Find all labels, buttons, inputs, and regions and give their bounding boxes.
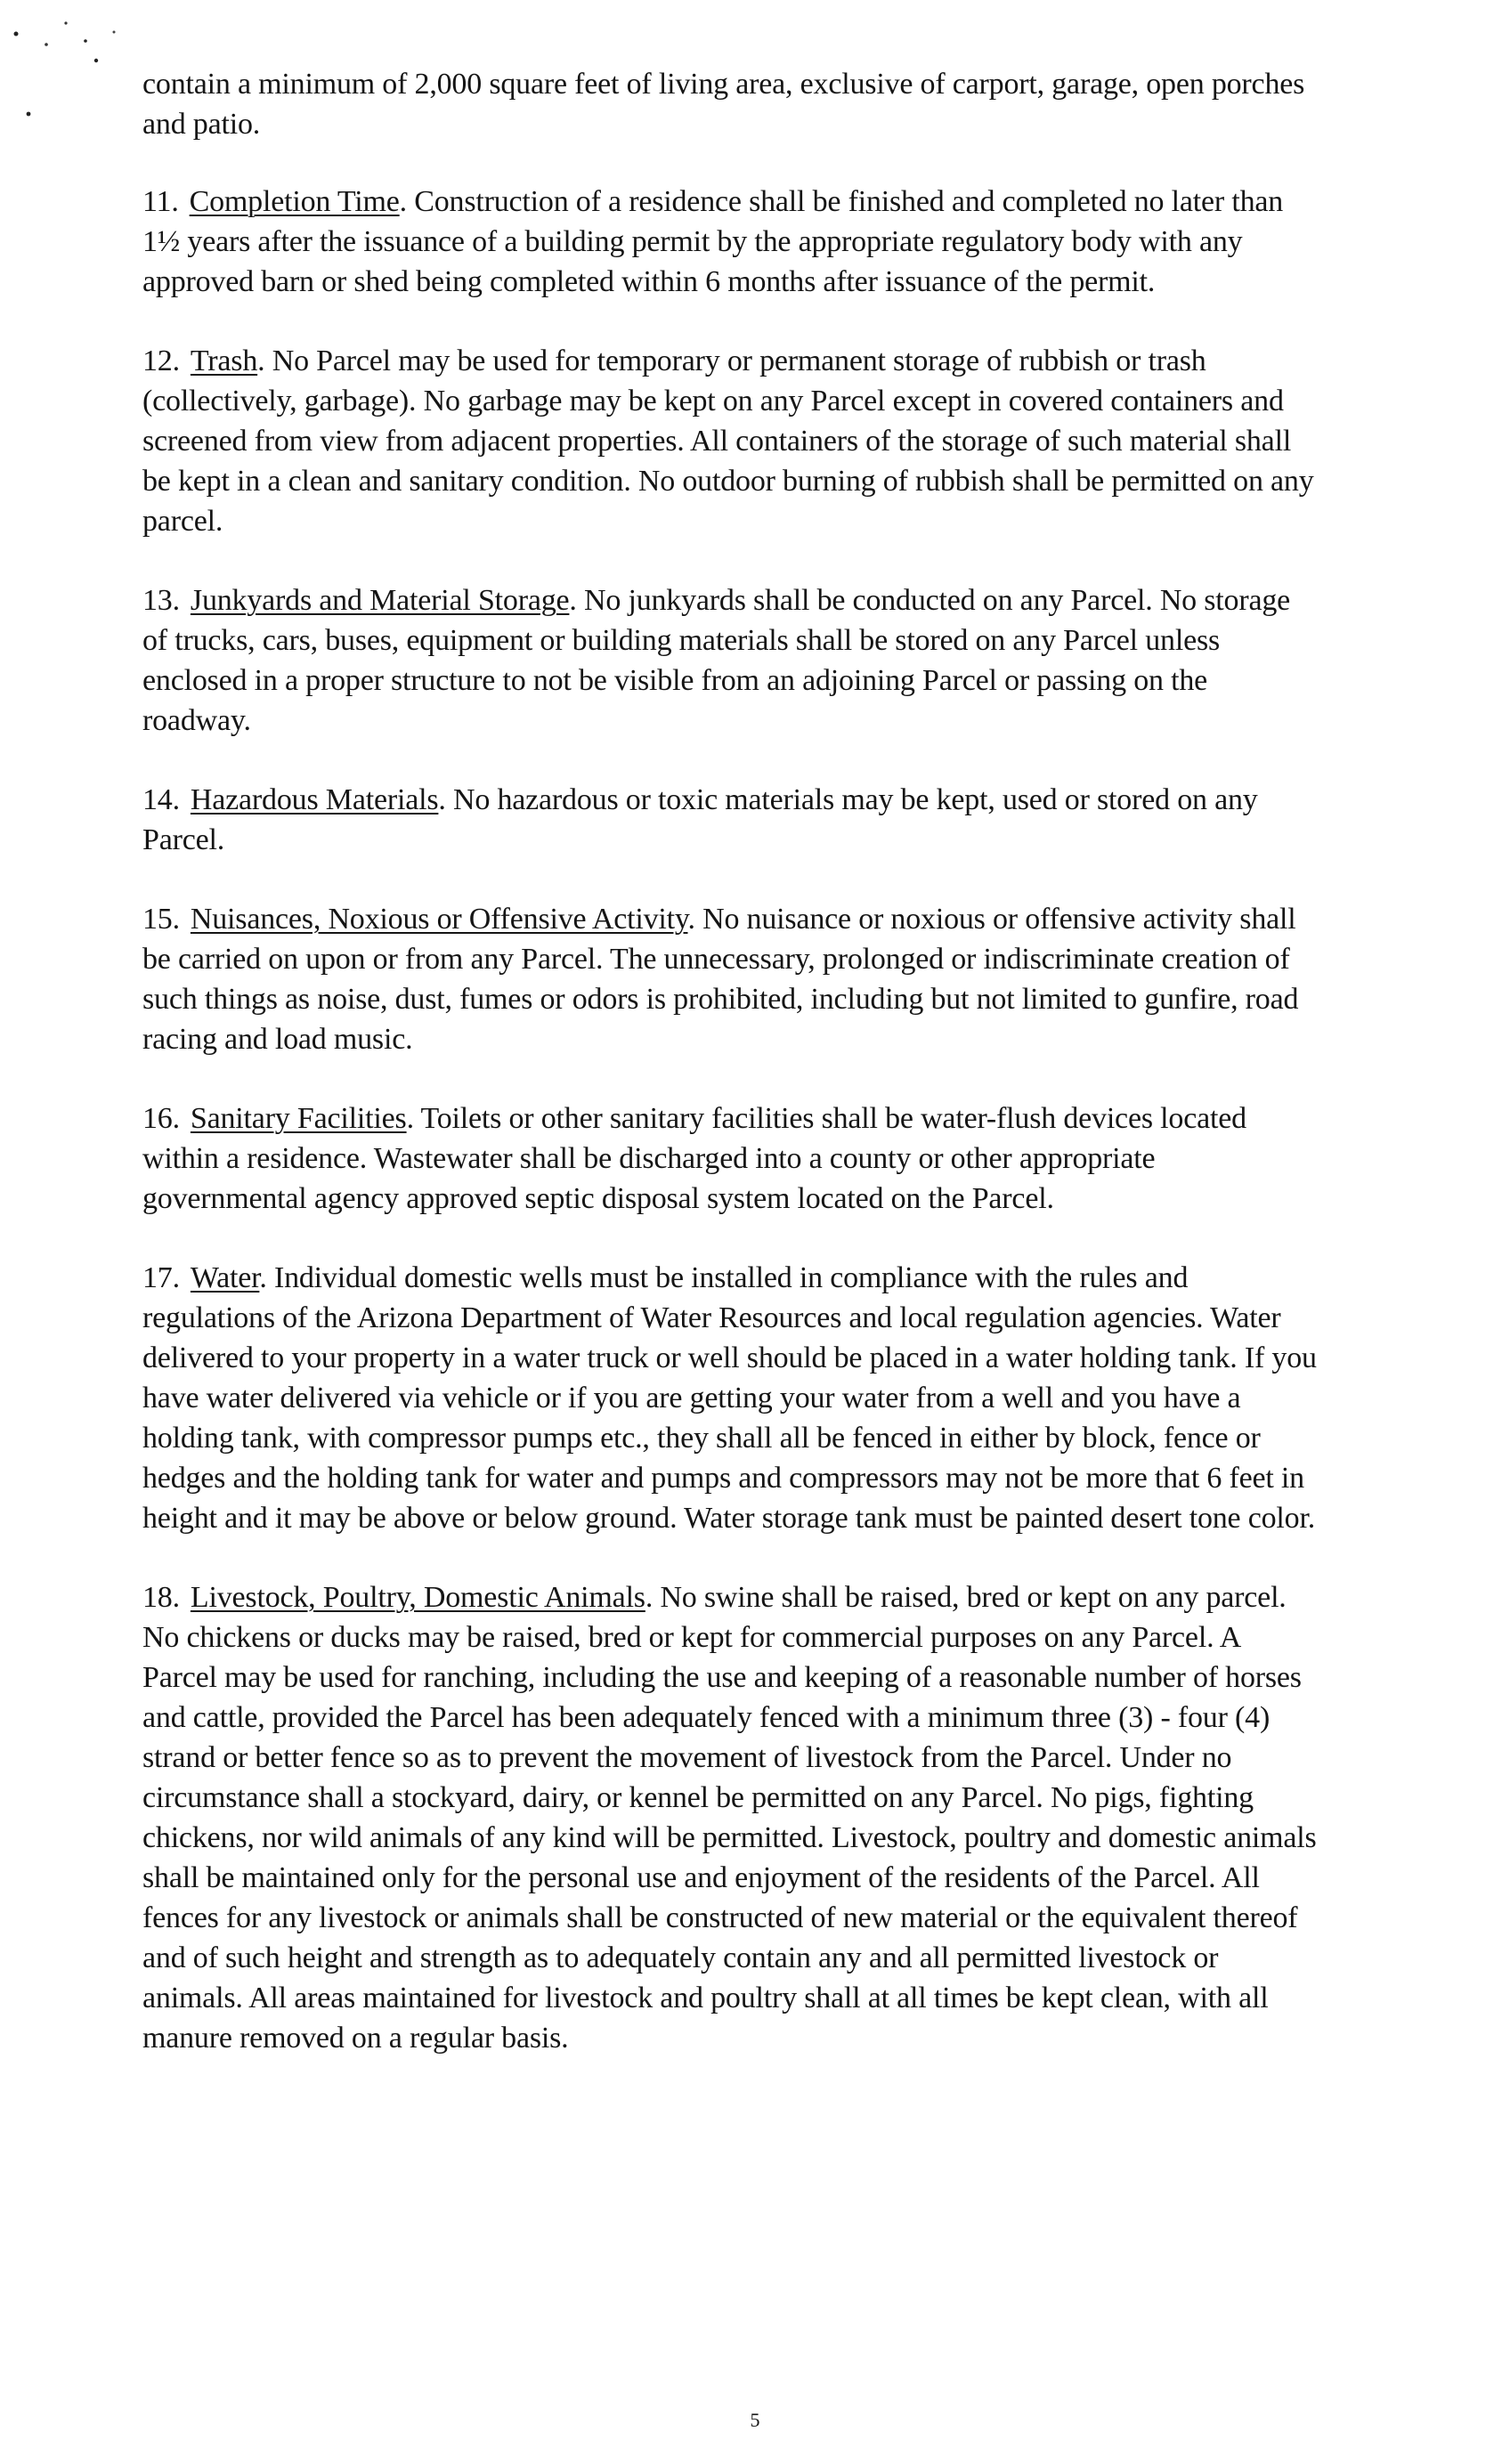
section-14 bbox=[142, 780, 1318, 860]
section-number: 11. bbox=[142, 185, 179, 218]
section-number: 15. bbox=[142, 903, 180, 936]
section-heading: Livestock, Poultry, Domestic Animals bbox=[190, 1581, 645, 1614]
section-text: . Individual domestic wells must be installed in compliance with the rules and regulations of the Arizona Department of Water Resources and local regulation agencies. Water delivered to your property in a water truck or well should be placed in a water holding tank. If you have water delivered via vehicle or if you are getting your water from a well and you have a holding tank, with compressor pumps etc., they shall all be fenced in either by block, fence or hedges and the holding tank for water and pumps and compressors may not be more that 6 feet in height and it may be above or below ground. Water storage tank must be painted desert tone color. bbox=[142, 1261, 1317, 1535]
section-heading: Junkyards and Material Storage bbox=[190, 584, 570, 617]
section-heading: Sanitary Facilities bbox=[190, 1102, 407, 1135]
intro-text: contain a minimum of 2,000 square feet of living area, exclusive of carport, garage, open porches and patio. bbox=[142, 68, 1305, 141]
section-15 bbox=[142, 899, 1318, 1059]
section-18 bbox=[142, 1577, 1318, 2058]
document-body bbox=[142, 64, 1318, 2097]
section-16 bbox=[142, 1098, 1318, 1219]
section-number: 16. bbox=[142, 1102, 180, 1135]
section-heading: Water bbox=[190, 1261, 260, 1294]
section-text: . No swine shall be raised, bred or kept on any parcel. No chickens or ducks may be raised, bred or kept for commercial purposes on any Parcel. A Parcel may be used for ranching, including the use and keeping of a reasonable number of horses and cattle, provided the Parcel has been adequately fenced with a minimum three (3) - four (4) strand or better fence so as to prevent the movement of livestock from the Parcel. Under no circumstance shall a stockyard, dairy, or kennel be permitted on any Parcel. No pigs, fighting chickens, nor wild animals of any kind will be permitted. Livestock, poultry and domestic animals shall be maintained only for the personal use and enjoyment of the residents of the Parcel. All fences for any livestock or animals shall be constructed of new material or the equivalent thereof and of such height and strength as to adequately contain any and all permitted livestock or animals. All areas maintained for livestock and poultry shall at all times be kept clean, with all manure removed on a regular basis. bbox=[142, 1581, 1317, 2055]
section-text: . No nuisance or noxious or offensive activity shall be carried on upon or from any Parcel. The unnecessary, prolonged or indiscriminate creation of such things as noise, dust, fumes or odors is prohibited, including but not limited to gunfire, road racing and load music. bbox=[142, 903, 1299, 1056]
section-13 bbox=[142, 580, 1318, 741]
section-text: . Toilets or other sanitary facilities shall be water-flush devices located within a residence. Wastewater shall be discharged into a county or other appropriate governmental agency approved septic disposal system located on the Parcel. bbox=[142, 1102, 1246, 1215]
page-number: 5 bbox=[750, 2409, 760, 2431]
section-heading: Trash bbox=[190, 344, 258, 377]
section-12 bbox=[142, 341, 1318, 541]
section-number: 14. bbox=[142, 783, 180, 816]
section-number: 12. bbox=[142, 344, 180, 377]
section-11 bbox=[142, 182, 1318, 302]
intro-paragraph bbox=[142, 64, 1318, 144]
section-heading: Nuisances, Noxious or Offensive Activity bbox=[190, 903, 688, 936]
scan-specks bbox=[9, 16, 142, 132]
section-text: . No hazardous or toxic materials may be kept, used or stored on any Parcel. bbox=[142, 783, 1258, 856]
section-heading: Hazardous Materials bbox=[190, 783, 439, 816]
section-number: 18. bbox=[142, 1581, 180, 1614]
section-number: 17. bbox=[142, 1261, 180, 1294]
section-text: . No Parcel may be used for temporary or permanent storage of rubbish or trash (collectively, garbage). No garbage may be kept on any Parcel except in covered containers and screened from view from adjacent properties. All containers of the storage of such material shall be kept in a clean and sanitary condition. No outdoor burning of rubbish shall be permitted on any parcel. bbox=[142, 344, 1314, 538]
section-text: . No junkyards shall be conducted on any Parcel. No storage of trucks, cars, buses, equipment or building materials shall be stored on any Parcel unless enclosed in a proper structure to not be visible from an adjoining Parcel or passing on the roadway. bbox=[142, 584, 1291, 737]
section-heading: Completion Time bbox=[189, 185, 400, 218]
section-number: 13. bbox=[142, 584, 180, 617]
section-17 bbox=[142, 1258, 1318, 1538]
section-text: . Construction of a residence shall be finished and completed no later than 1½ years after the issuance of a building permit by the appropriate regulatory body with any approved barn or shed being completed within 6 months after issuance of the permit. bbox=[142, 185, 1284, 298]
